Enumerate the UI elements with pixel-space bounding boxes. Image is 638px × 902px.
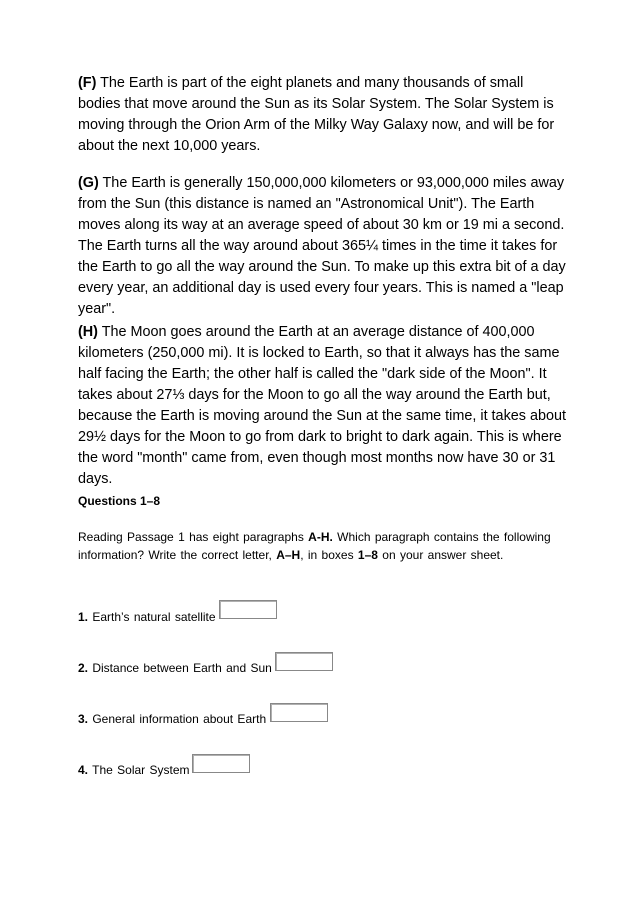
instructions-range: 1–8: [357, 548, 378, 562]
question-text: General information about Earth: [88, 712, 267, 726]
question-text: Distance between Earth and Sun: [88, 661, 272, 675]
instructions-text: , in boxes: [300, 548, 358, 562]
questions-instructions: [78, 528, 558, 564]
question-text: The Solar System: [88, 763, 190, 777]
instructions-text: on your answer sheet.: [377, 548, 504, 562]
paragraph-letter: (H): [78, 324, 98, 340]
paragraph-f: [78, 73, 568, 157]
question-item-1: [78, 609, 216, 625]
question-text: Earth’s natural satellite: [88, 610, 216, 624]
answer-box-4[interactable]: [192, 754, 250, 773]
question-item-2: [78, 660, 272, 676]
paragraph-text: The Moon goes around the Earth at an average distance of 400,000 kilometers (250,000 mi). It is locked to Earth, so that it always has the same half facing the Earth; the other half is called the "dark side of the Moon". It takes about 27⅓ days for the Moon to go all the way around the Earth but, because the Earth is moving around the Sun at the same time, it takes about 29½ days for the Moon to go from dark to bright to dark again. This is where the word "month" came from, even though most months now have 30 or 31 days.: [78, 324, 566, 487]
paragraph-text: The Earth is part of the eight planets and many thousands of small bodies that move around the Sun as its Solar System. The Solar System is moving through the Orion Arm of the Milky Way Galaxy now, and will be for about the next 10,000 years.: [78, 75, 555, 154]
paragraph-g: [78, 173, 568, 320]
questions-heading: Questions 1–8: [78, 494, 161, 508]
question-item-3: [78, 711, 266, 727]
answer-box-1[interactable]: [219, 600, 277, 619]
question-number: 4.: [78, 763, 89, 777]
paragraph-letter: (F): [78, 75, 97, 91]
instructions-range: A-H.: [308, 530, 333, 544]
answer-box-2[interactable]: [275, 652, 333, 671]
question-number: 2.: [78, 661, 89, 675]
paragraph-letter: (G): [78, 175, 99, 191]
answer-box-3[interactable]: [270, 703, 328, 722]
instructions-text: Which paragraph contains the following information? Write the correct letter,: [78, 530, 551, 562]
question-item-4: [78, 762, 190, 778]
paragraph-text: The Earth is generally 150,000,000 kilometers or 93,000,000 miles away from the Sun (this distance is named an "Astronomical Unit"). The Earth moves along its way at an average speed of about 30 km or 19 mi a second. The Earth turns all the way around about 365¼ times in the time it takes for the Earth to go all the way around the Sun. To make up this extra bit of a day every year, an additional day is used every four years. This is named a "leap year".: [78, 175, 566, 317]
paragraph-h: [78, 322, 568, 490]
question-number: 1.: [78, 610, 89, 624]
instructions-text: Reading Passage 1 has eight paragraphs: [78, 530, 309, 544]
question-number: 3.: [78, 712, 89, 726]
instructions-range: A–H: [276, 548, 301, 562]
